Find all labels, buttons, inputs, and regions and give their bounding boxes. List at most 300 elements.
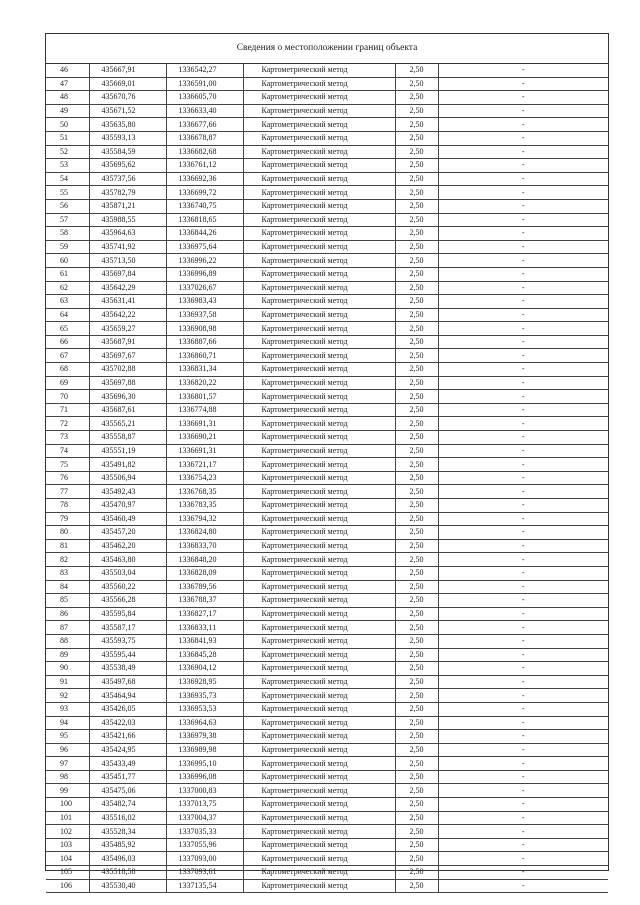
error-value-cell: 2,50 xyxy=(395,770,438,784)
note-cell: - xyxy=(438,376,608,390)
table-row xyxy=(46,295,608,309)
table-row xyxy=(46,213,608,227)
note-cell: - xyxy=(438,159,608,173)
coord-x-cell: 435460,49 xyxy=(89,512,166,526)
point-number-cell: 96 xyxy=(46,743,89,757)
point-number-cell: 80 xyxy=(46,526,89,540)
note-cell: - xyxy=(438,539,608,553)
method-cell: Картометрический метод xyxy=(243,648,395,662)
table-row xyxy=(46,390,608,404)
point-number-cell: 49 xyxy=(46,104,89,118)
note-cell: - xyxy=(438,770,608,784)
point-number-cell: 89 xyxy=(46,648,89,662)
note-cell: - xyxy=(438,118,608,132)
coord-x-cell: 435528,34 xyxy=(89,825,166,839)
coord-y-cell: 1336542,27 xyxy=(166,64,243,77)
point-number-cell: 52 xyxy=(46,145,89,159)
error-value-cell: 2,50 xyxy=(395,254,438,268)
coord-y-cell: 1336591,00 xyxy=(166,77,243,91)
coord-x-cell: 435687,61 xyxy=(89,403,166,417)
point-number-cell: 91 xyxy=(46,675,89,689)
table-row xyxy=(46,580,608,594)
point-number-cell: 103 xyxy=(46,838,89,852)
error-value-cell: 2,50 xyxy=(395,866,438,880)
table-row xyxy=(46,607,608,621)
coord-x-cell: 435462,20 xyxy=(89,539,166,553)
table-row xyxy=(46,335,608,349)
method-cell: Картометрический метод xyxy=(243,811,395,825)
table-row xyxy=(46,227,608,241)
coord-y-cell: 1336935,73 xyxy=(166,689,243,703)
coord-y-cell: 1337004,37 xyxy=(166,811,243,825)
point-number-cell: 55 xyxy=(46,186,89,200)
error-value-cell: 2,50 xyxy=(395,458,438,472)
coord-x-cell: 435426,05 xyxy=(89,702,166,716)
coord-x-cell: 435667,91 xyxy=(89,64,166,77)
method-cell: Картометрический метод xyxy=(243,471,395,485)
coord-y-cell: 1336774,88 xyxy=(166,403,243,417)
method-cell: Картометрический метод xyxy=(243,512,395,526)
coord-y-cell: 1336831,34 xyxy=(166,363,243,377)
error-value-cell: 2,50 xyxy=(395,702,438,716)
coord-y-cell: 1336820,22 xyxy=(166,376,243,390)
coord-y-cell: 1336761,12 xyxy=(166,159,243,173)
coord-y-cell: 1336754,23 xyxy=(166,471,243,485)
point-number-cell: 54 xyxy=(46,172,89,186)
point-number-cell: 69 xyxy=(46,376,89,390)
point-number-cell: 63 xyxy=(46,295,89,309)
method-cell: Картометрический метод xyxy=(243,444,395,458)
coord-y-cell: 1336827,17 xyxy=(166,607,243,621)
table-row xyxy=(46,376,608,390)
coord-x-cell: 435584,59 xyxy=(89,145,166,159)
error-value-cell: 2,50 xyxy=(395,145,438,159)
method-cell: Картометрический метод xyxy=(243,702,395,716)
error-value-cell: 2,50 xyxy=(395,308,438,322)
method-cell: Картометрический метод xyxy=(243,403,395,417)
coord-y-cell: 1336989,98 xyxy=(166,743,243,757)
table-row xyxy=(46,770,608,784)
coord-x-cell: 435670,76 xyxy=(89,91,166,105)
point-number-cell: 60 xyxy=(46,254,89,268)
method-cell: Картометрический метод xyxy=(243,580,395,594)
error-value-cell: 2,50 xyxy=(395,566,438,580)
coord-y-cell: 1337093,00 xyxy=(166,852,243,866)
coord-x-cell: 435741,92 xyxy=(89,240,166,254)
table-row xyxy=(46,267,608,281)
coord-x-cell: 435424,95 xyxy=(89,743,166,757)
note-cell: - xyxy=(438,431,608,445)
method-cell: Картометрический метод xyxy=(243,281,395,295)
coord-y-cell: 1336692,36 xyxy=(166,172,243,186)
table-row xyxy=(46,104,608,118)
coord-y-cell: 1336789,56 xyxy=(166,580,243,594)
note-cell: - xyxy=(438,757,608,771)
coord-y-cell: 1336937,58 xyxy=(166,308,243,322)
error-value-cell: 2,50 xyxy=(395,553,438,567)
method-cell: Картометрический метод xyxy=(243,553,395,567)
table-row xyxy=(46,322,608,336)
method-cell: Картометрический метод xyxy=(243,335,395,349)
note-cell: - xyxy=(438,879,608,893)
method-cell: Картометрический метод xyxy=(243,485,395,499)
error-value-cell: 2,50 xyxy=(395,172,438,186)
coord-x-cell: 435496,03 xyxy=(89,852,166,866)
error-value-cell: 2,50 xyxy=(395,716,438,730)
point-number-cell: 78 xyxy=(46,499,89,513)
coord-y-cell: 1336699,72 xyxy=(166,186,243,200)
point-number-cell: 50 xyxy=(46,118,89,132)
table-row xyxy=(46,499,608,513)
coord-y-cell: 1336678,87 xyxy=(166,131,243,145)
coord-x-cell: 435492,43 xyxy=(89,485,166,499)
method-cell: Картометрический метод xyxy=(243,566,395,580)
point-number-cell: 48 xyxy=(46,91,89,105)
coord-y-cell: 1336633,40 xyxy=(166,104,243,118)
coord-y-cell: 1336677,66 xyxy=(166,118,243,132)
method-cell: Картометрический метод xyxy=(243,227,395,241)
note-cell: - xyxy=(438,267,608,281)
error-value-cell: 2,50 xyxy=(395,104,438,118)
error-value-cell: 2,50 xyxy=(395,91,438,105)
table-row xyxy=(46,363,608,377)
method-cell: Картометрический метод xyxy=(243,879,395,893)
error-value-cell: 2,50 xyxy=(395,689,438,703)
coord-y-cell: 1336828,09 xyxy=(166,566,243,580)
method-cell: Картометрический метод xyxy=(243,743,395,757)
error-value-cell: 2,50 xyxy=(395,131,438,145)
table-row xyxy=(46,199,608,213)
coord-x-cell: 435565,21 xyxy=(89,417,166,431)
note-cell: - xyxy=(438,634,608,648)
note-cell: - xyxy=(438,458,608,472)
coord-x-cell: 435422,03 xyxy=(89,716,166,730)
coord-x-cell: 435697,84 xyxy=(89,267,166,281)
coord-x-cell: 435695,62 xyxy=(89,159,166,173)
error-value-cell: 2,50 xyxy=(395,594,438,608)
error-value-cell: 2,50 xyxy=(395,267,438,281)
note-cell: - xyxy=(438,798,608,812)
table-row xyxy=(46,281,608,295)
coord-y-cell: 1336964,63 xyxy=(166,716,243,730)
coord-y-cell: 1336794,32 xyxy=(166,512,243,526)
coord-y-cell: 1337026,67 xyxy=(166,281,243,295)
table-row xyxy=(46,566,608,580)
coord-y-cell: 1336983,43 xyxy=(166,295,243,309)
method-cell: Картометрический метод xyxy=(243,662,395,676)
point-number-cell: 82 xyxy=(46,553,89,567)
note-cell: - xyxy=(438,390,608,404)
coord-x-cell: 435558,87 xyxy=(89,431,166,445)
note-cell: - xyxy=(438,594,608,608)
method-cell: Картометрический метод xyxy=(243,91,395,105)
coord-x-cell: 435593,75 xyxy=(89,634,166,648)
method-cell: Картометрический метод xyxy=(243,784,395,798)
error-value-cell: 2,50 xyxy=(395,64,438,77)
point-number-cell: 47 xyxy=(46,77,89,91)
point-number-cell: 51 xyxy=(46,131,89,145)
method-cell: Картометрический метод xyxy=(243,770,395,784)
coord-y-cell: 1336682,68 xyxy=(166,145,243,159)
error-value-cell: 2,50 xyxy=(395,838,438,852)
method-cell: Картометрический метод xyxy=(243,322,395,336)
error-value-cell: 2,50 xyxy=(395,798,438,812)
point-number-cell: 67 xyxy=(46,349,89,363)
point-number-cell: 104 xyxy=(46,852,89,866)
coord-y-cell: 1336824,80 xyxy=(166,526,243,540)
table-row xyxy=(46,131,608,145)
coord-x-cell: 435530,40 xyxy=(89,879,166,893)
coord-x-cell: 435421,66 xyxy=(89,730,166,744)
coord-x-cell: 435451,77 xyxy=(89,770,166,784)
coord-y-cell: 1336848,20 xyxy=(166,553,243,567)
page-title: Сведения о местоположении границ объекта xyxy=(46,34,608,64)
error-value-cell: 2,50 xyxy=(395,363,438,377)
point-number-cell: 56 xyxy=(46,199,89,213)
method-cell: Картометрический метод xyxy=(243,526,395,540)
coord-x-cell: 435631,41 xyxy=(89,295,166,309)
table-row xyxy=(46,634,608,648)
method-cell: Картометрический метод xyxy=(243,131,395,145)
point-number-cell: 77 xyxy=(46,485,89,499)
error-value-cell: 2,50 xyxy=(395,77,438,91)
coord-y-cell: 1337035,33 xyxy=(166,825,243,839)
method-cell: Картометрический метод xyxy=(243,363,395,377)
note-cell: - xyxy=(438,145,608,159)
point-number-cell: 57 xyxy=(46,213,89,227)
point-number-cell: 97 xyxy=(46,757,89,771)
coord-x-cell: 435659,27 xyxy=(89,322,166,336)
coord-x-cell: 435635,80 xyxy=(89,118,166,132)
point-number-cell: 62 xyxy=(46,281,89,295)
error-value-cell: 2,50 xyxy=(395,784,438,798)
coord-y-cell: 1336996,08 xyxy=(166,770,243,784)
error-value-cell: 2,50 xyxy=(395,675,438,689)
note-cell: - xyxy=(438,716,608,730)
table-row xyxy=(46,431,608,445)
method-cell: Картометрический метод xyxy=(243,145,395,159)
table-row xyxy=(46,539,608,553)
table-row xyxy=(46,594,608,608)
method-cell: Картометрический метод xyxy=(243,594,395,608)
point-number-cell: 98 xyxy=(46,770,89,784)
point-number-cell: 61 xyxy=(46,267,89,281)
coord-y-cell: 1336975,64 xyxy=(166,240,243,254)
coord-y-cell: 1336953,53 xyxy=(166,702,243,716)
error-value-cell: 2,50 xyxy=(395,580,438,594)
method-cell: Картометрический метод xyxy=(243,838,395,852)
error-value-cell: 2,50 xyxy=(395,227,438,241)
error-value-cell: 2,50 xyxy=(395,757,438,771)
point-number-cell: 86 xyxy=(46,607,89,621)
error-value-cell: 2,50 xyxy=(395,879,438,893)
coord-y-cell: 1337093,61 xyxy=(166,866,243,880)
note-cell: - xyxy=(438,335,608,349)
error-value-cell: 2,50 xyxy=(395,512,438,526)
coord-x-cell: 435871,21 xyxy=(89,199,166,213)
coord-y-cell: 1336740,75 xyxy=(166,199,243,213)
coord-y-cell: 1336841,93 xyxy=(166,634,243,648)
note-cell: - xyxy=(438,485,608,499)
note-cell: - xyxy=(438,825,608,839)
note-cell: - xyxy=(438,648,608,662)
coord-x-cell: 435475,06 xyxy=(89,784,166,798)
note-cell: - xyxy=(438,512,608,526)
error-value-cell: 2,50 xyxy=(395,403,438,417)
method-cell: Картометрический метод xyxy=(243,77,395,91)
table-row xyxy=(46,675,608,689)
table-row xyxy=(46,784,608,798)
coord-x-cell: 435560,22 xyxy=(89,580,166,594)
table-row xyxy=(46,811,608,825)
table-row xyxy=(46,866,608,880)
table-row xyxy=(46,458,608,472)
method-cell: Картометрический метод xyxy=(243,716,395,730)
table-row xyxy=(46,186,608,200)
method-cell: Картометрический метод xyxy=(243,621,395,635)
method-cell: Картометрический метод xyxy=(243,186,395,200)
coord-y-cell: 1337135,54 xyxy=(166,879,243,893)
error-value-cell: 2,50 xyxy=(395,539,438,553)
table-row xyxy=(46,349,608,363)
error-value-cell: 2,50 xyxy=(395,295,438,309)
coord-x-cell: 435593,13 xyxy=(89,131,166,145)
error-value-cell: 2,50 xyxy=(395,213,438,227)
coord-x-cell: 435538,49 xyxy=(89,662,166,676)
error-value-cell: 2,50 xyxy=(395,648,438,662)
note-cell: - xyxy=(438,566,608,580)
table-row xyxy=(46,240,608,254)
table-row xyxy=(46,254,608,268)
coord-x-cell: 435482,74 xyxy=(89,798,166,812)
method-cell: Картометрический метод xyxy=(243,172,395,186)
note-cell: - xyxy=(438,784,608,798)
coord-y-cell: 1336860,71 xyxy=(166,349,243,363)
coord-y-cell: 1336833,11 xyxy=(166,621,243,635)
note-cell: - xyxy=(438,227,608,241)
method-cell: Картометрический метод xyxy=(243,376,395,390)
method-cell: Картометрический метод xyxy=(243,798,395,812)
coord-y-cell: 1336979,38 xyxy=(166,730,243,744)
point-number-cell: 92 xyxy=(46,689,89,703)
coord-x-cell: 435687,91 xyxy=(89,335,166,349)
method-cell: Картометрический метод xyxy=(243,64,395,77)
note-cell: - xyxy=(438,295,608,309)
coord-y-cell: 1336833,70 xyxy=(166,539,243,553)
method-cell: Картометрический метод xyxy=(243,199,395,213)
note-cell: - xyxy=(438,607,608,621)
coord-y-cell: 1336801,57 xyxy=(166,390,243,404)
coord-x-cell: 435964,63 xyxy=(89,227,166,241)
coord-y-cell: 1336996,22 xyxy=(166,254,243,268)
method-cell: Картометрический метод xyxy=(243,295,395,309)
coord-x-cell: 435642,29 xyxy=(89,281,166,295)
coord-x-cell: 435671,52 xyxy=(89,104,166,118)
error-value-cell: 2,50 xyxy=(395,322,438,336)
point-number-cell: 101 xyxy=(46,811,89,825)
error-value-cell: 2,50 xyxy=(395,634,438,648)
table-row xyxy=(46,716,608,730)
note-cell: - xyxy=(438,322,608,336)
coord-x-cell: 435457,20 xyxy=(89,526,166,540)
table-row xyxy=(46,512,608,526)
note-cell: - xyxy=(438,621,608,635)
point-number-cell: 93 xyxy=(46,702,89,716)
point-number-cell: 59 xyxy=(46,240,89,254)
coord-x-cell: 435491,82 xyxy=(89,458,166,472)
coord-y-cell: 1336690,21 xyxy=(166,431,243,445)
note-cell: - xyxy=(438,186,608,200)
coord-y-cell: 1337013,75 xyxy=(166,798,243,812)
table-row xyxy=(46,91,608,105)
point-number-cell: 88 xyxy=(46,634,89,648)
coordinates-table-body xyxy=(46,64,608,893)
coord-y-cell: 1336887,66 xyxy=(166,335,243,349)
error-value-cell: 2,50 xyxy=(395,526,438,540)
table-row xyxy=(46,145,608,159)
note-cell: - xyxy=(438,689,608,703)
coord-y-cell: 1336995,10 xyxy=(166,757,243,771)
point-number-cell: 85 xyxy=(46,594,89,608)
error-value-cell: 2,50 xyxy=(395,199,438,213)
note-cell: - xyxy=(438,417,608,431)
table-row xyxy=(46,879,608,893)
table-row xyxy=(46,159,608,173)
point-number-cell: 95 xyxy=(46,730,89,744)
error-value-cell: 2,50 xyxy=(395,499,438,513)
error-value-cell: 2,50 xyxy=(395,349,438,363)
error-value-cell: 2,50 xyxy=(395,730,438,744)
coord-x-cell: 435463,80 xyxy=(89,553,166,567)
method-cell: Картометрический метод xyxy=(243,308,395,322)
coord-y-cell: 1336844,26 xyxy=(166,227,243,241)
table-row xyxy=(46,702,608,716)
error-value-cell: 2,50 xyxy=(395,335,438,349)
note-cell: - xyxy=(438,131,608,145)
note-cell: - xyxy=(438,499,608,513)
point-number-cell: 87 xyxy=(46,621,89,635)
note-cell: - xyxy=(438,526,608,540)
point-number-cell: 106 xyxy=(46,879,89,893)
note-cell: - xyxy=(438,213,608,227)
error-value-cell: 2,50 xyxy=(395,825,438,839)
table-row xyxy=(46,526,608,540)
table-row xyxy=(46,825,608,839)
coord-y-cell: 1336845,28 xyxy=(166,648,243,662)
table-row xyxy=(46,444,608,458)
coord-x-cell: 435595,84 xyxy=(89,607,166,621)
coord-x-cell: 435470,97 xyxy=(89,499,166,513)
table-row xyxy=(46,621,608,635)
point-number-cell: 73 xyxy=(46,431,89,445)
method-cell: Картометрический метод xyxy=(243,499,395,513)
point-number-cell: 83 xyxy=(46,566,89,580)
note-cell: - xyxy=(438,308,608,322)
note-cell: - xyxy=(438,852,608,866)
method-cell: Картометрический метод xyxy=(243,118,395,132)
method-cell: Картометрический метод xyxy=(243,634,395,648)
method-cell: Картометрический метод xyxy=(243,240,395,254)
method-cell: Картометрический метод xyxy=(243,689,395,703)
table-row xyxy=(46,308,608,322)
method-cell: Картометрический метод xyxy=(243,390,395,404)
method-cell: Картометрический метод xyxy=(243,825,395,839)
error-value-cell: 2,50 xyxy=(395,118,438,132)
table-row xyxy=(46,403,608,417)
note-cell: - xyxy=(438,172,608,186)
table-row xyxy=(46,798,608,812)
note-cell: - xyxy=(438,811,608,825)
